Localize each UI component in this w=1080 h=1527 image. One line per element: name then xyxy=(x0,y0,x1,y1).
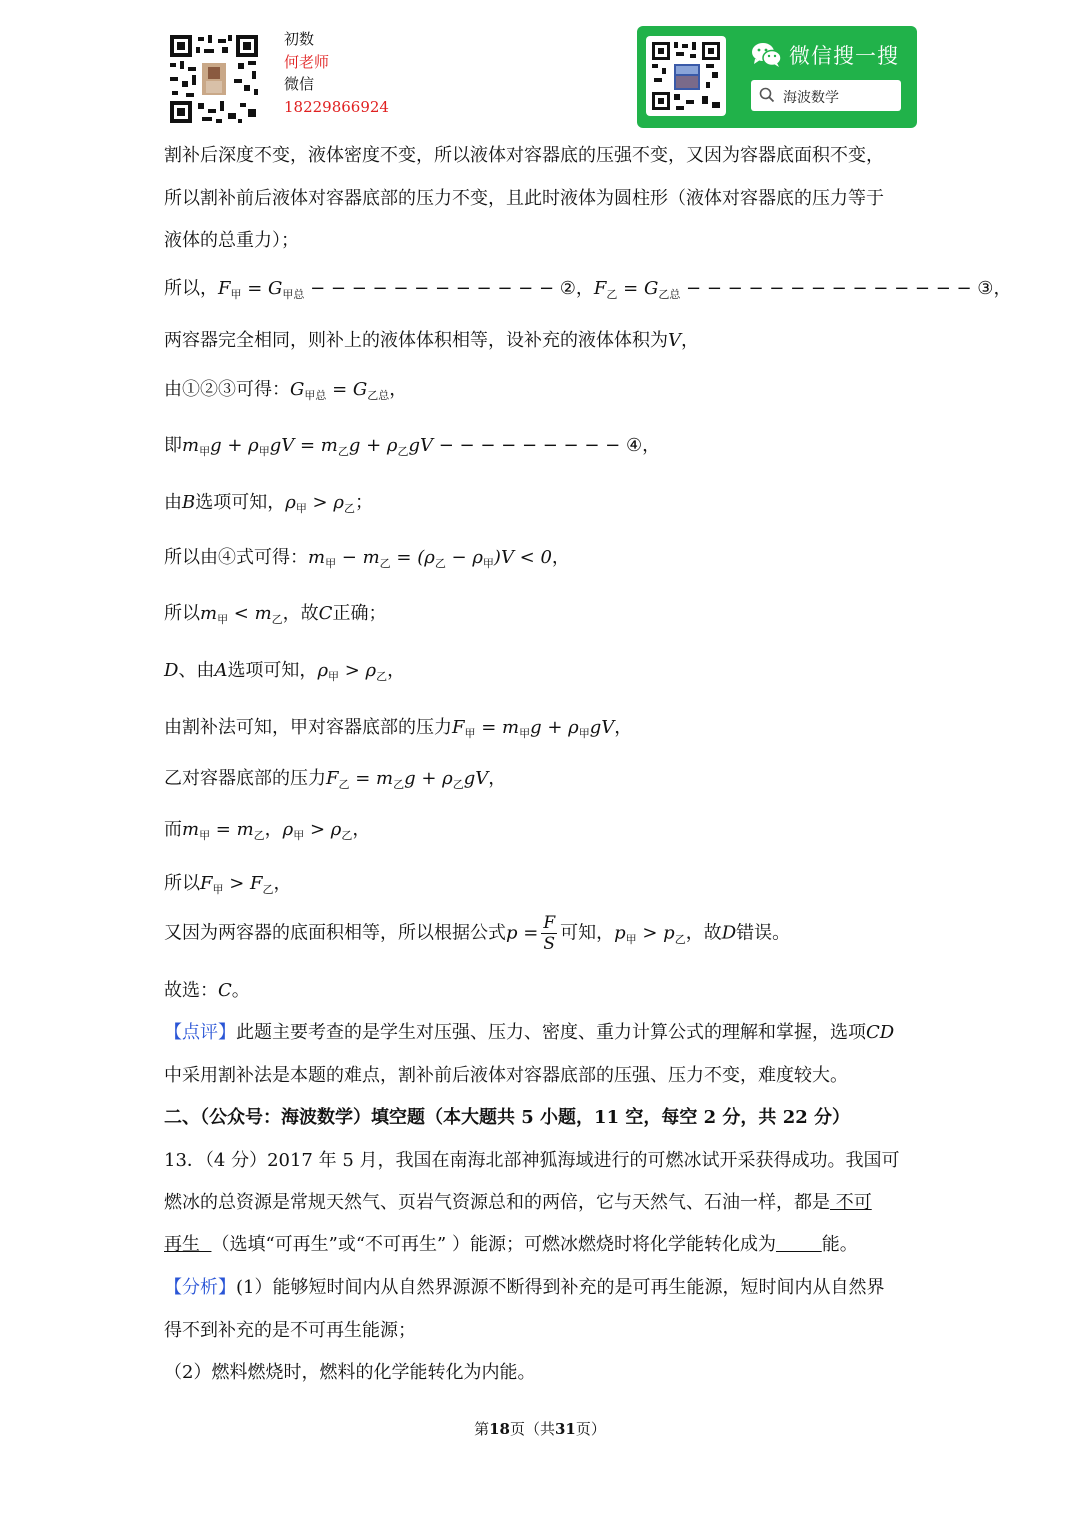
equation-line: 即$m_甲g + \rho_甲gV = m_乙g + \rho_乙gV$ − − − − − − − − − ④， xyxy=(164,435,661,458)
wechat-search-title: 微信搜一搜 xyxy=(789,44,899,68)
text-line: （2）燃料燃烧时，燃料的化学能转化为内能。 xyxy=(164,1362,536,1383)
wechat-search-card[interactable] xyxy=(637,26,917,128)
review-tag: 【点评】 xyxy=(164,1022,236,1043)
text-line: 得不到补充的是不可再生能源； xyxy=(164,1320,416,1341)
review-line: 【点评】此题主要考查的是学生对压强、压力、密度、重力计算公式的理解和掌握，选项CD xyxy=(164,1022,895,1043)
equation-line: 又因为两容器的底面积相等，所以根据公式p = $\frac{F}{S}$ 可知，$p_甲 > p_乙$，故D错误。 xyxy=(164,913,791,954)
text-line: 割补后深度不变，液体密度不变，所以液体对容器底的压强不变，又因为容器底面积不变， xyxy=(164,145,884,166)
equation-line: 所以$m_甲 < m_乙$，故C正确； xyxy=(164,603,387,626)
wechat-search-box[interactable] xyxy=(751,80,901,111)
text-line: 中采用割补法是本题的难点，割补前后液体对容器底部的压强、压力不变，难度较大。 xyxy=(164,1065,848,1086)
wechat-qr-code xyxy=(646,36,726,116)
answer-blank-1: 不可 xyxy=(830,1192,872,1213)
contact-qr-code xyxy=(168,33,260,125)
equation-line: 由B选项可知，$\rho_甲 > \rho_乙$； xyxy=(164,492,373,515)
wechat-search-text: 海波数学 xyxy=(783,90,839,106)
answer-line: 故选：C。 xyxy=(164,980,250,1001)
contact-line-1: 初数 xyxy=(284,30,315,48)
fraction: $\frac{F}{S}$ xyxy=(543,913,556,954)
contact-info xyxy=(284,28,389,118)
analysis-tag: 【分析】 xyxy=(164,1277,236,1298)
question-text: 13．（4 分）2017 年 5 月，我国在南海北部神狐海域进行的可燃冰试开采获得成功。我国可 xyxy=(164,1150,900,1171)
text-line: 所以割补前后液体对容器底部的压力不变，且此时液体为圆柱形（液体对容器底的压力等于 xyxy=(164,188,884,209)
wechat-logo-icon xyxy=(751,42,783,72)
equation-line: 由割补法可知，甲对容器底部的压力$F_甲 = m_甲g + \rho_甲gV$， xyxy=(164,717,633,740)
equation-line: 所以由④式可得：$m_甲 - m_乙 = (\rho_乙 - \rho_甲)V < 0$， xyxy=(164,547,570,570)
question-text: 燃冰的总资源是常规天然气、页岩气资源总和的两倍，它与天然气、石油一样，都是 不可 xyxy=(164,1192,872,1213)
text-line: 液体的总重力）； xyxy=(164,230,299,251)
equation-line: 由①②③可得：$G_{甲总} = G_{乙总}$， xyxy=(164,379,408,402)
contact-phone: 18229866924 xyxy=(284,97,389,116)
answer-blank-2 xyxy=(776,1234,822,1255)
search-icon xyxy=(759,87,775,107)
equation-line: 所以$F_甲 > F_乙$， xyxy=(164,873,292,896)
equation-line: 所以，$F_甲 = G_{甲总}$ − − − − − − − − − − − − ②，$F_乙 = G_{乙总}$ − − − − − − − − − − − − − − ③， xyxy=(164,278,1012,301)
contact-line-3: 微信 xyxy=(284,75,315,93)
page-number: 第18页（共31页） xyxy=(474,1420,606,1438)
contact-teacher-name: 何老师 xyxy=(284,52,330,71)
question-text: 再生 （选填“可再生”或“不可再生” ）能源；可燃冰燃烧时将化学能转化成为 能。 xyxy=(164,1234,858,1255)
equation-line: D、由A选项可知，$\rho_甲 > \rho_乙$， xyxy=(164,660,406,683)
text-line: 两容器完全相同，则补上的液体体积相等，设补充的液体体积为V， xyxy=(164,330,699,351)
equation-line: 而$m_甲 = m_乙$，$\rho_甲 > \rho_乙$， xyxy=(164,819,371,842)
section-title: 二、（公众号：海波数学）填空题（本大题共 5 小题，11 空，每空 2 分，共 22 分） xyxy=(164,1107,851,1128)
analysis-line: 【分析】(1）能够短时间内从自然界源源不断得到补充的是可再生能源，短时间内从自然界 xyxy=(164,1277,885,1298)
equation-line: 乙对容器底部的压力$F_乙 = m_乙g + \rho_乙gV$， xyxy=(164,768,507,791)
answer-blank-1-cont: 再生 xyxy=(164,1234,212,1255)
